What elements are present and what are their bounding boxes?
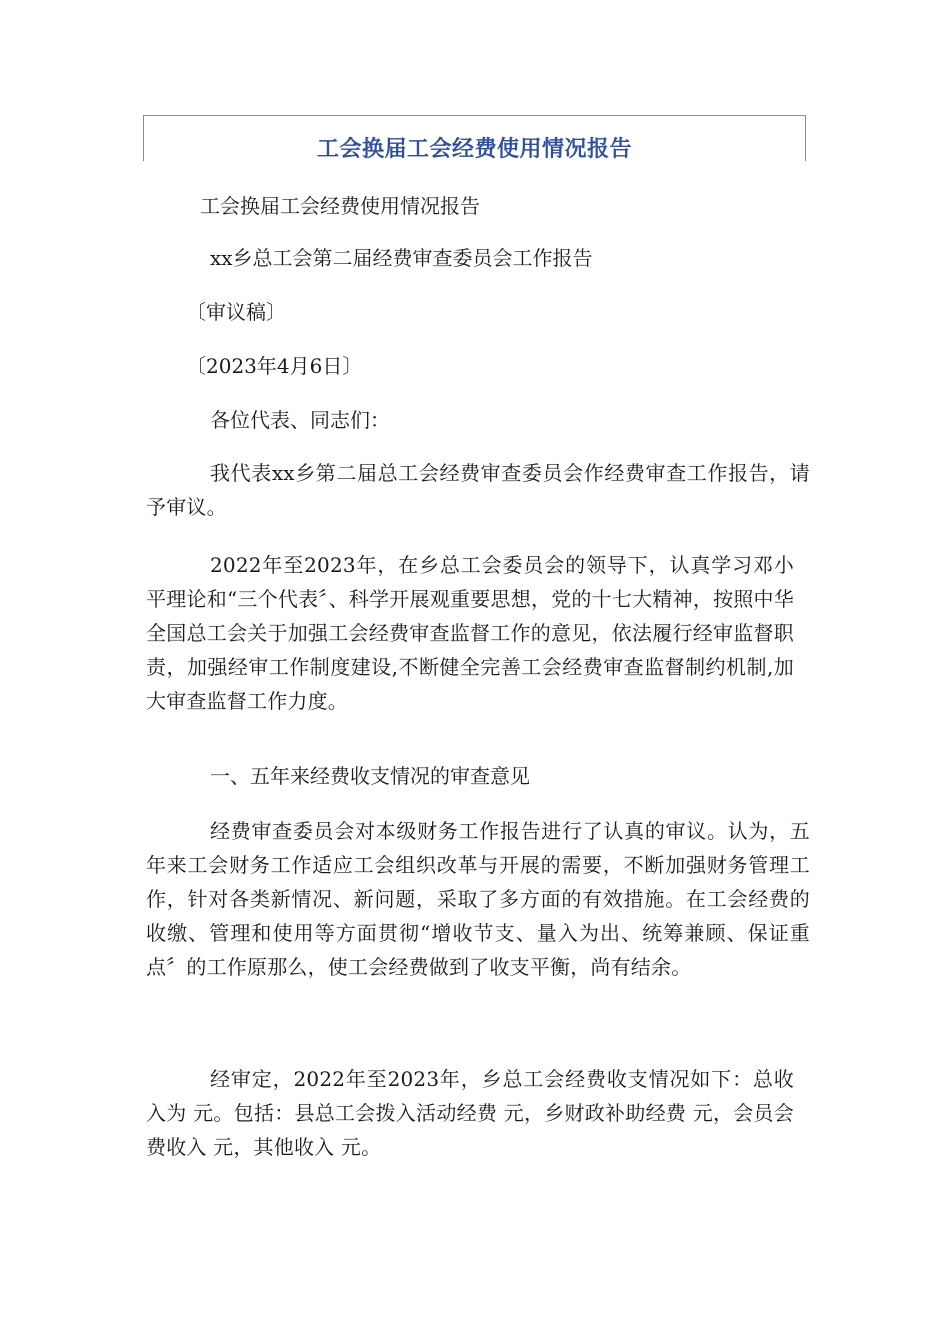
document-subtitle: 工会换届工会经费使用情况报告 [200, 194, 480, 218]
paragraph-background: 2022年至2023年，在乡总工会委员会的领导下，认真学习邓小平理论和“三个代表〞、科学开展观重要思想，党的十七大精神，按照中华全国总工会关于加强工会经费审查监督工作的意见，依法履行经审监督职责，加强经审工作制度建设,不断健全完善工会经费审查监督制约机制,加大审查监督工作力度。 [146, 553, 794, 713]
document-title: 工会换届工会经费使用情况报告 [316, 137, 632, 162]
section-heading: 一、五年来经费收支情况的审查意见 [210, 764, 530, 788]
report-date: 〔2023年4月6日〕 [186, 354, 363, 378]
draft-note: 〔审议稿〕 [186, 300, 286, 324]
paragraph-income-summary: 经审定，2022年至2023年，乡总工会经费收支情况如下：总收入为 元。包括：县总工会拨入活动经费 元，乡财政补助经费 元，会员会费收入 元，其他收入 元。 [146, 1067, 794, 1159]
salutation: 各位代表、同志们： [210, 408, 390, 432]
paragraph-review-opinion: 经费审查委员会对本级财务工作报告进行了认真的审议。认为，五年来工会财务工作适应工会组织改革与开展的需要，不断加强财务管理工作，针对各类新情况、新问题，采取了多方面的有效措施。在工会经费的收缴、管理和使用等方面贯彻“增收节支、量入为出、统筹兼顾、保证重点〞的工作原那么，使工会经费做到了收支平衡，尚有结余。 [146, 819, 810, 979]
report-title: xx乡总工会第二届经费审查委员会工作报告 [210, 246, 593, 270]
paragraph-intro: 我代表xx乡第二届总工会经费审查委员会作经费审查工作报告，请予审议。 [146, 461, 810, 519]
